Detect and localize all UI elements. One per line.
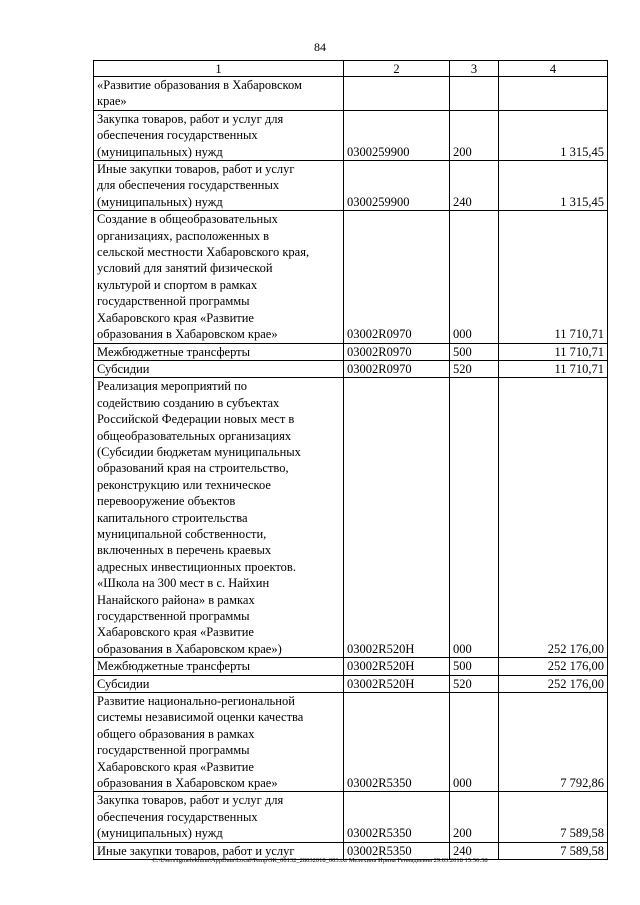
row-amount: 1 315,45 [499, 161, 608, 211]
table-header-row [94, 61, 608, 77]
row-amount: 1 315,45 [499, 110, 608, 160]
row-name: Закупка товаров, работ и услуг для обеспечения государственных (муниципальных) нужд [94, 792, 344, 842]
row-expense-type: 200 [450, 792, 499, 842]
row-code: 03002R5350 [344, 842, 450, 859]
row-amount: 252 176,00 [499, 378, 608, 658]
row-expense-type: 200 [450, 110, 499, 160]
row-code: 03002R5350 [344, 693, 450, 792]
column-header-2: 2 [344, 61, 450, 77]
row-name: Создание в общеобразовательных организациях, расположенных в сельской местности Хабаровского края, условий для занятий физической культурой и спортом в рамках государственной программы Хабаровского края «Развитие образования в Хабаровском крае» [94, 211, 344, 343]
column-header-1: 1 [94, 61, 344, 77]
row-amount: 7 589,58 [499, 842, 608, 859]
row-expense-type [450, 77, 499, 111]
row-name: Иные закупки товаров, работ и услуг [94, 842, 344, 859]
row-code: 03002R520H [344, 378, 450, 658]
row-code: 03002R520H [344, 658, 450, 675]
row-expense-type: 520 [450, 675, 499, 692]
table-row [94, 110, 608, 160]
row-amount: 11 710,71 [499, 211, 608, 343]
row-code: 03002R5350 [344, 792, 450, 842]
row-expense-type: 500 [450, 343, 499, 360]
footer-file-path: C:\Users\igmelekhina\AppData\Local\Temp\ЗК_00132_28032018_003.txt Мелехина Ирина Геннадьевна 29.03.2018 15:56:58 [152, 857, 488, 864]
table-row [94, 658, 608, 675]
table-row [94, 211, 608, 343]
page-number: 84 [314, 40, 326, 54]
row-code: 03002R520H [344, 675, 450, 692]
row-name: Закупка товаров, работ и услуг для обеспечения государственных (муниципальных) нужд [94, 110, 344, 160]
row-name: Иные закупки товаров, работ и услуг для обеспечения государственных (муниципальных) нужд [94, 161, 344, 211]
row-expense-type: 240 [450, 161, 499, 211]
row-expense-type: 500 [450, 658, 499, 675]
table-row [94, 343, 608, 360]
table-row [94, 693, 608, 792]
row-code: 0300259900 [344, 161, 450, 211]
row-name: Межбюджетные трансферты [94, 343, 344, 360]
table-row [94, 161, 608, 211]
row-name: Реализация мероприятий по содействию созданию в субъектах Российской Федерации новых мест в общеобразовательных организациях (Субсидии бюджетам муниципальных образований края на строительство, реконструкцию или техническое перевооружение объектов капитального строительства муниципальной собственности, включенных в перечень краевых адресных инвестиционных проектов. «Школа на 300 мест в с. Найхин Нанайского района» в рамках государственной программы Хабаровского края «Развитие образования в Хабаровском крае») [94, 378, 344, 658]
row-name: Межбюджетные трансферты [94, 658, 344, 675]
row-amount: 11 710,71 [499, 360, 608, 377]
row-expense-type: 520 [450, 360, 499, 377]
row-code: 03002R0970 [344, 343, 450, 360]
row-amount [499, 77, 608, 111]
row-name: Субсидии [94, 360, 344, 377]
row-amount: 7 792,86 [499, 693, 608, 792]
row-amount: 252 176,00 [499, 658, 608, 675]
row-expense-type: 240 [450, 842, 499, 859]
row-expense-type: 000 [450, 211, 499, 343]
table-row [94, 675, 608, 692]
row-code: 0300259900 [344, 110, 450, 160]
budget-table [93, 60, 608, 860]
row-name: Развитие национально-региональной системы независимой оценки качества общего образования в рамках государственной программы Хабаровского края «Развитие образования в Хабаровском крае» [94, 693, 344, 792]
table-row [94, 792, 608, 842]
row-amount: 252 176,00 [499, 675, 608, 692]
row-expense-type: 000 [450, 693, 499, 792]
table-row [94, 378, 608, 658]
row-name: «Развитие образования в Хабаровском крае» [94, 77, 344, 111]
column-header-4: 4 [499, 61, 608, 77]
row-expense-type: 000 [450, 378, 499, 658]
row-name: Субсидии [94, 675, 344, 692]
row-code: 03002R0970 [344, 211, 450, 343]
row-code: 03002R0970 [344, 360, 450, 377]
column-header-3: 3 [450, 61, 499, 77]
table-row [94, 360, 608, 377]
table-row [94, 77, 608, 111]
row-amount: 7 589,58 [499, 792, 608, 842]
row-code [344, 77, 450, 111]
row-amount: 11 710,71 [499, 343, 608, 360]
